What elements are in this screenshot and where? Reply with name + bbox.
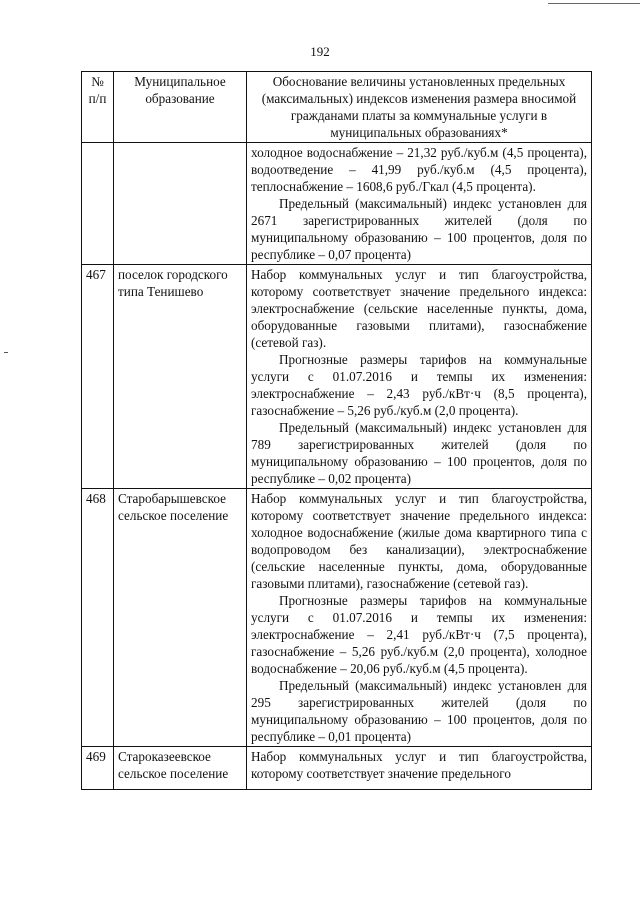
- row-justification: [247, 747, 592, 790]
- justification-paragraph: Прогнозные размеры тарифов на коммунальные услуги с 01.07.2016 и темпы их изменения: электроснабжение – 2,41 руб./кВт·ч (7,5 процента), газоснабжение – 5,26 руб./куб.м (2,0 процента), холодное водоснабжение – 20,06 руб./куб.м (4,5 процента).: [251, 593, 587, 676]
- row-justification: [247, 265, 592, 489]
- header-justification: Обоснование величины установленных предельных (максимальных) индексов изменения размера вносимой гражданами платы за коммунальные услуги в муниципальных образованиях*: [247, 72, 592, 143]
- row-number: 467: [82, 265, 114, 489]
- row-justification: [247, 489, 592, 747]
- justification-paragraph: Набор коммунальных услуг и тип благоустройства, которому соответствует значение предельного: [251, 749, 587, 781]
- table-row: [82, 489, 592, 747]
- justification-paragraph: Предельный (максимальный) индекс установлен для 789 зарегистрированных жителей (доля по муниципальному образованию – 100 процентов, доля по республике – 0,02 процента): [251, 420, 587, 486]
- table-row: [82, 747, 592, 790]
- table-row: [82, 143, 592, 265]
- tariff-index-table: [81, 71, 592, 790]
- row-municipality: Старобарышевское сельское поселение: [114, 489, 247, 747]
- top-edge-line: [548, 3, 640, 4]
- justification-paragraph: Предельный (максимальный) индекс установлен для 295 зарегистрированных жителей (доля по муниципальному образованию – 100 процентов, доля по республике – 0,01 процента): [251, 678, 587, 744]
- row-number: [82, 143, 114, 265]
- header-number: № п/п: [82, 72, 114, 143]
- row-municipality: поселок городского типа Тенишево: [114, 265, 247, 489]
- row-municipality: Староказеевское сельское поселение: [114, 747, 247, 790]
- row-justification: [247, 143, 592, 265]
- justification-paragraph: Прогнозные размеры тарифов на коммунальные услуги с 01.07.2016 и темпы их изменения: электроснабжение – 2,43 руб./кВт·ч (8,5 процента), газоснабжение – 5,26 руб./куб.м (2,0 процента).: [251, 352, 587, 418]
- margin-mark: [4, 352, 8, 353]
- row-municipality: [114, 143, 247, 265]
- header-municipality: Муниципальное образование: [114, 72, 247, 143]
- justification-paragraph: Предельный (максимальный) индекс установлен для 2671 зарегистрированных жителей (доля по муниципальному образованию – 100 процентов, доля по республике – 0,07 процента): [251, 196, 587, 262]
- justification-paragraph: Набор коммунальных услуг и тип благоустройства, которому соответствует значение предельного индекса: холодное водоснабжение (жилые дома квартирного типа с водопроводом без канализации), электроснабжение (сельские населенные пункты, дома, оборудованные газовыми плитами), газоснабжение (сетевой газ).: [251, 491, 587, 591]
- row-number: 469: [82, 747, 114, 790]
- justification-paragraph: Набор коммунальных услуг и тип благоустройства, которому соответствует значение предельного индекса: электроснабжение (сельские населенные пункты, дома, оборудованные газовыми плитами), газоснабжение (сетевой газ).: [251, 267, 587, 350]
- table-row: [82, 265, 592, 489]
- table-header-row: [82, 72, 592, 143]
- justification-paragraph: холодное водоснабжение – 21,32 руб./куб.м (4,5 процента), водоотведение – 41,99 руб./куб.м (4,5 процента), теплоснабжение – 1608,6 руб./Гкал (4,5 процента).: [251, 145, 587, 194]
- row-number: 468: [82, 489, 114, 747]
- page-number: 192: [310, 44, 330, 59]
